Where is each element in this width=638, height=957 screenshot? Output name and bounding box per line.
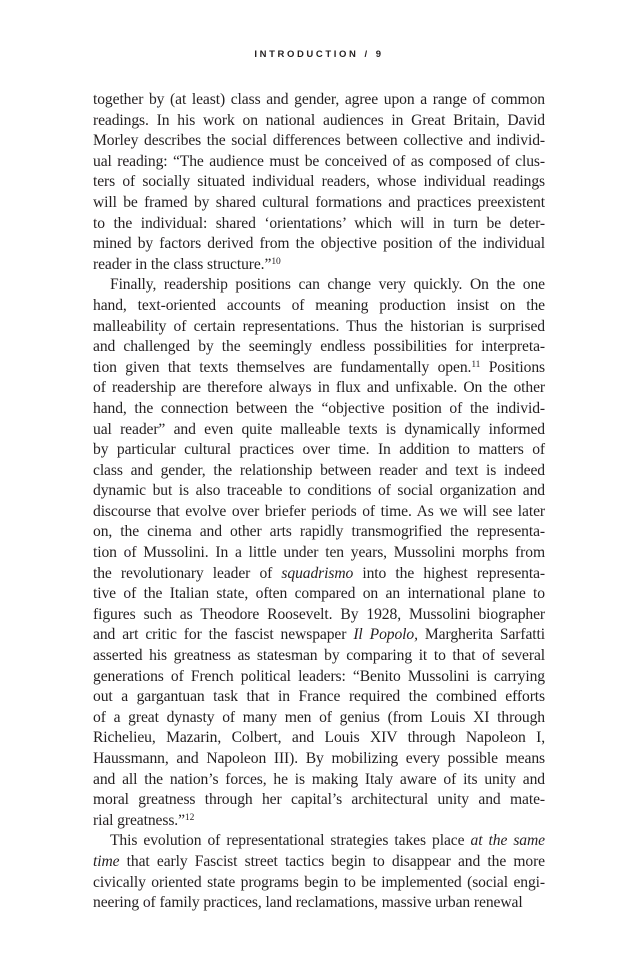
text-line: [93, 481, 545, 502]
line-text: together by (at least) class and gender, agree upon a range of common: [93, 91, 545, 108]
running-head-section: INTRODUCTION: [254, 49, 359, 60]
line-text: Margherita Sarfatti: [417, 626, 546, 644]
line-text: tive of the Italian state, often compared on an international plane to: [93, 585, 545, 603]
text-line: [93, 152, 545, 173]
text-line: [93, 584, 545, 605]
text-line: [93, 749, 545, 770]
text-line: [93, 399, 545, 420]
text-line: [93, 543, 545, 564]
text-line: [93, 317, 545, 338]
text-line: [93, 90, 545, 111]
line-text: generations of French political leaders: “Benito Mussolini is carrying: [93, 667, 545, 685]
line-text: tion given that texts themselves are fundamentally open.: [93, 358, 472, 376]
line-text: of readership are therefore always in flux and unfixable. On the other: [93, 379, 545, 397]
line-text: the revolutionary leader of: [93, 564, 282, 582]
running-head: [0, 49, 638, 60]
line-text: asserted his greatness as statesman by comparing it to that of several: [93, 647, 545, 665]
text-line: [93, 852, 545, 873]
line-text: ual reading: “The audience must be conceived of as composed of clus-: [93, 152, 545, 170]
italic-text: squadrismo: [281, 564, 354, 582]
line-text: will be framed by shared cultural formations and practices preexistent: [93, 193, 545, 211]
text-line: [93, 625, 545, 646]
line-text: on, the cinema and other arts rapidly transmogrified the representa-: [93, 523, 545, 541]
text-line: [93, 831, 545, 852]
text-line: [93, 708, 545, 729]
line-text: discourse that evolve over briefer periods of time. As we will see later: [93, 502, 545, 520]
line-text: and challenged by the seemingly endless possibilities for interpreta-: [93, 338, 545, 356]
text-line: [93, 255, 545, 276]
text-line: [93, 296, 545, 317]
line-text: This evolution of representational strategies takes place: [110, 832, 471, 850]
line-text: ters of socially situated individual readers, whose individual readings: [93, 173, 545, 191]
text-line: [93, 358, 545, 379]
text-line: [93, 687, 545, 708]
running-head-separator: /: [364, 49, 370, 60]
text-line: [93, 770, 545, 791]
line-text: Haussmann, and Napoleon III). By mobilizing every possible means: [93, 750, 545, 767]
line-text: readings. In his work on national audiences in Great Britain, David: [93, 111, 545, 129]
italic-text: at the same: [470, 832, 545, 850]
line-text: reader in the class structure.”: [93, 255, 272, 273]
text-line: [93, 811, 545, 832]
italic-text: Il Popolo,: [353, 626, 418, 644]
text-line: [93, 873, 545, 894]
line-text: into the highest representa-: [353, 564, 545, 582]
line-text: dynamic but is also traceable to conditions of social organization and: [93, 482, 545, 500]
footnote-marker: 11: [471, 359, 481, 370]
text-line: [93, 172, 545, 193]
text-line: [93, 378, 545, 399]
line-text: to the individual: shared ‘orientations’ which will in turn be deter-: [93, 214, 545, 232]
text-line: [93, 131, 545, 152]
page-number: 9: [375, 49, 384, 60]
line-text: tion of Mussolini. In a little under ten years, Mussolini morphs from: [93, 544, 545, 562]
text-line: [93, 420, 545, 441]
line-text: Morley describes the social differences between collective and individ-: [93, 132, 545, 150]
line-text: and all the nation’s forces, he is making Italy aware of its unity and: [93, 770, 545, 788]
text-line: [93, 728, 545, 749]
line-text: of a great dynasty of many men of genius (from Louis XI through: [93, 708, 545, 726]
line-text: malleability of certain representations. Thus the historian is surprised: [93, 317, 545, 335]
line-text: rial greatness.”: [93, 811, 185, 829]
text-line: [93, 667, 545, 688]
line-text: class and gender, the relationship between reader and text is indeed: [93, 461, 545, 479]
text-line: [93, 461, 545, 482]
text-line: [93, 522, 545, 543]
text-line: [93, 214, 545, 235]
line-text: hand, text-oriented accounts of meaning production insist on the: [93, 296, 545, 314]
line-text: hand, the connection between the “objective position of the individ-: [93, 399, 545, 417]
text-line: [93, 234, 545, 255]
line-text: out a gargantuan task that in France required the combined efforts: [93, 688, 545, 706]
line-text: figures such as Theodore Roosevelt. By 1928, Mussolini biographer: [93, 605, 545, 623]
line-text: moral greatness through her capital’s architectural unity and mate-: [93, 791, 545, 809]
text-line: [93, 646, 545, 667]
line-text: by particular cultural practices over time. In addition to matters of: [93, 441, 545, 459]
text-line: [93, 564, 545, 585]
text-line: [93, 605, 545, 626]
line-text: and art critic for the fascist newspaper: [93, 626, 354, 644]
line-text: Richelieu, Mazarin, Colbert, and Louis XIV through Napoleon I,: [93, 729, 545, 747]
text-line: [93, 193, 545, 214]
text-line: [93, 275, 545, 296]
text-line: [93, 502, 545, 523]
line-text: Finally, readership positions can change very quickly. On the one: [110, 276, 545, 294]
footnote-marker: 12: [184, 812, 195, 823]
body-text: [93, 90, 545, 914]
italic-text: time: [93, 852, 120, 870]
text-line: [93, 440, 545, 461]
line-text: civically oriented state programs begin to be implemented (social engi-: [93, 873, 545, 891]
text-line: [93, 111, 545, 132]
line-text: that early Fascist street tactics begin to disappear and the more: [119, 852, 545, 870]
footnote-marker: 10: [271, 256, 281, 267]
line-text: ual reader” and even quite malleable texts is dynamically informed: [93, 420, 545, 438]
text-line: [93, 790, 545, 811]
line-text: neering of family practices, land reclamations, massive urban renewal: [93, 894, 523, 912]
line-text: mined by factors derived from the objective position of the individual: [93, 235, 545, 253]
line-text: Positions: [480, 358, 545, 376]
text-line: [93, 893, 545, 914]
text-line: [93, 337, 545, 358]
